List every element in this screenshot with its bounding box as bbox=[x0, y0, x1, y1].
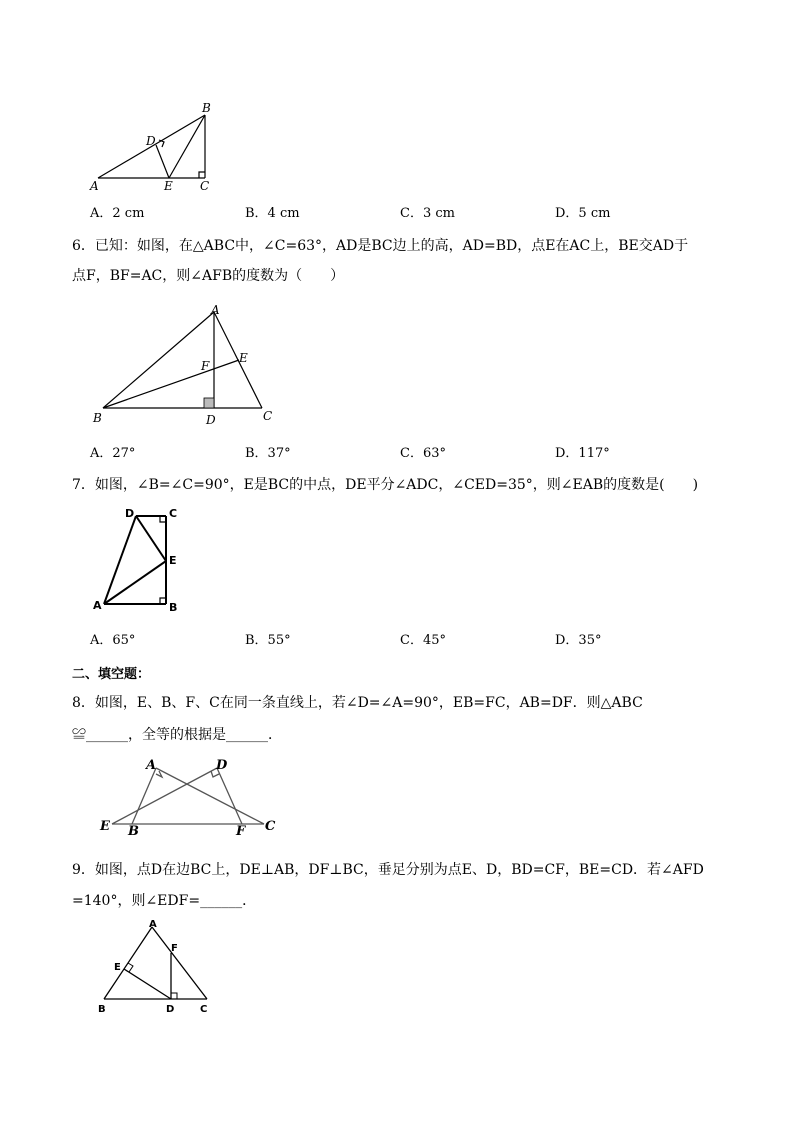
q8-line1: 8．如图，E、B、F、C在同一条直线上，若∠D=∠A=90°，EB=FC，AB=DF．则△ABC bbox=[72, 695, 643, 711]
q6-line2: 点F，BF=AC，则∠AFB的度数为（ ） bbox=[72, 268, 345, 284]
q9-label-e: E bbox=[114, 962, 121, 973]
q9-label-f: F bbox=[171, 943, 178, 954]
q8-label-e: E bbox=[100, 819, 110, 834]
q6-line1: 6．已知：如图，在△ABC中，∠C=63°，AD是BC边上的高，AD=BD，点E在AC上，BE交AD于 bbox=[72, 238, 689, 254]
q8-figure bbox=[92, 752, 292, 837]
q9-label-a: A bbox=[149, 919, 157, 930]
q6-label-f: F bbox=[201, 359, 210, 373]
q7-option-a: A．65° bbox=[90, 633, 136, 648]
q8-label-f: F bbox=[236, 824, 246, 837]
q5-option-d: D．5 cm bbox=[555, 206, 611, 221]
q6-label-b: B bbox=[93, 411, 102, 425]
q7-label-b: B bbox=[169, 601, 178, 614]
q7-label-c: C bbox=[169, 507, 178, 520]
q7-label-e: E bbox=[169, 554, 177, 567]
q6-option-a: A．27° bbox=[90, 446, 136, 461]
q6-option-d: D．117° bbox=[555, 446, 610, 461]
q7-option-b: B．55° bbox=[245, 633, 291, 648]
q8-line2: ≌______，全等的根据是______． bbox=[72, 727, 282, 743]
q8-label-c: C bbox=[265, 819, 276, 834]
q5-option-b: B．4 cm bbox=[245, 206, 300, 221]
q7-option-c: C．45° bbox=[400, 633, 446, 648]
q6-label-e: E bbox=[239, 351, 248, 365]
q8-label-d: D bbox=[216, 758, 228, 773]
q9-line2: =140°，则∠EDF=______． bbox=[72, 893, 257, 909]
q7-option-d: D．35° bbox=[555, 633, 602, 648]
q6-label-a: A bbox=[211, 303, 220, 317]
q6-option-c: C．63° bbox=[400, 446, 446, 461]
q5-label-a: A bbox=[90, 179, 99, 193]
q5-option-a: A．2 cm bbox=[90, 206, 145, 221]
q9-label-b: B bbox=[98, 1004, 106, 1015]
q6-label-d: D bbox=[206, 413, 216, 427]
q5-label-c: C bbox=[200, 179, 210, 193]
q8-label-b: B bbox=[128, 824, 139, 837]
q9-label-c: C bbox=[200, 1004, 208, 1015]
q5-figure bbox=[88, 100, 228, 195]
q7-label-a: A bbox=[93, 599, 102, 612]
q5-label-d: D bbox=[146, 134, 156, 148]
q9-label-d: D bbox=[166, 1004, 175, 1015]
q8-label-a: A bbox=[146, 758, 157, 773]
section-title-fill-in: 二、填空题： bbox=[72, 667, 151, 682]
q6-figure bbox=[85, 300, 285, 430]
q7-line1: 7．如图，∠B=∠C=90°，E是BC的中点，DE平分∠ADC，∠CED=35°，则∠EAB的度数是( ) bbox=[72, 477, 699, 493]
q6-label-c: C bbox=[263, 409, 273, 423]
q9-line1: 9．如图，点D在边BC上，DE⊥AB，DF⊥BC，垂足分别为点E、D，BD=CF，BE=CD．若∠AFD bbox=[72, 862, 704, 878]
q5-label-e: E bbox=[164, 179, 173, 193]
q5-label-b: B bbox=[202, 101, 211, 115]
q9-figure bbox=[92, 915, 222, 1015]
q5-option-c: C．3 cm bbox=[400, 206, 455, 221]
q7-label-d: D bbox=[125, 507, 135, 520]
q6-option-b: B．37° bbox=[245, 446, 291, 461]
q7-figure bbox=[88, 500, 198, 620]
